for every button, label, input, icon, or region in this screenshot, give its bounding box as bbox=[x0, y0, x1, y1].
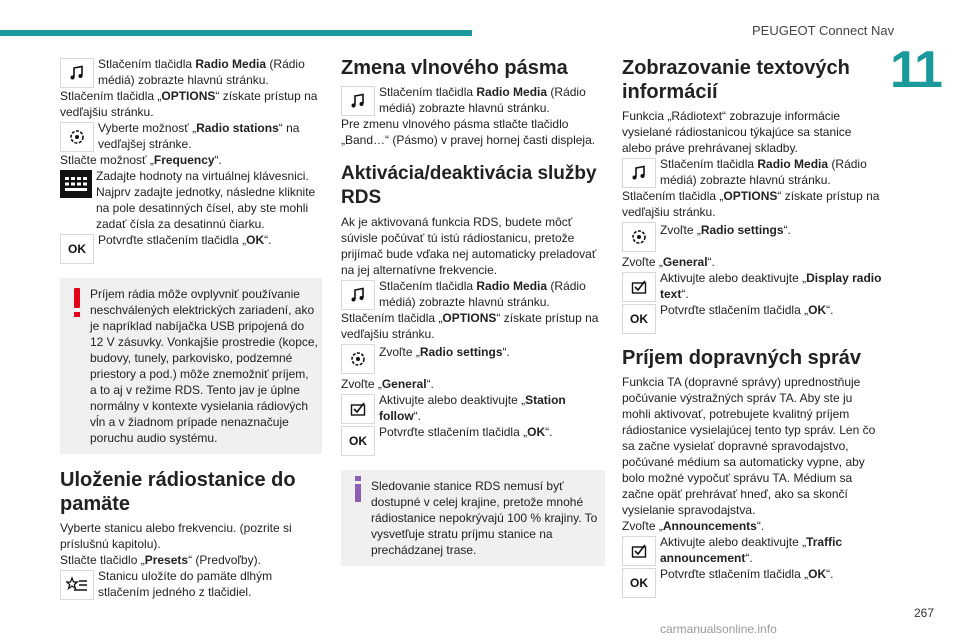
text: “. bbox=[681, 287, 689, 301]
text: Zvoľte „ bbox=[341, 377, 382, 391]
radio-settings-icon bbox=[622, 222, 656, 252]
text: “. bbox=[826, 303, 834, 317]
text: Potvrďte stlačením tlačidla „ bbox=[98, 233, 247, 247]
text-bold: Frequency bbox=[153, 153, 215, 167]
text-bold: Radio Media bbox=[195, 57, 267, 71]
info-note bbox=[341, 470, 605, 566]
text: Zvoľte „ bbox=[660, 223, 701, 237]
step bbox=[622, 156, 884, 188]
paragraph bbox=[60, 152, 322, 168]
text: Zvoľte „ bbox=[622, 519, 663, 533]
text: “. bbox=[707, 255, 715, 269]
text: (Rádio médiá) zobrazte hlavnú stránku. bbox=[379, 279, 586, 309]
text-bold: Radio Media bbox=[476, 279, 548, 293]
step bbox=[622, 270, 884, 302]
music-note-icon bbox=[341, 280, 375, 310]
music-note-icon bbox=[622, 158, 656, 188]
step bbox=[60, 168, 322, 232]
paragraph bbox=[622, 518, 884, 534]
paragraph bbox=[622, 188, 884, 220]
step bbox=[60, 568, 322, 600]
text: Stlačením tlačidla „ bbox=[60, 89, 162, 103]
text-bold: OPTIONS bbox=[723, 189, 778, 203]
text: Zvoľte „ bbox=[379, 345, 420, 359]
step bbox=[622, 220, 884, 252]
step bbox=[60, 120, 322, 152]
text: “ na vedľajšej stránke. bbox=[98, 121, 300, 151]
info-icon bbox=[355, 484, 361, 502]
text: Potvrďte stlačením tlačidla „ bbox=[379, 425, 528, 439]
paragraph: Funkcia TA (dopravné správy) uprednostňuje počúvanie výstražných správ TA. Aby ste ju mohli aktivovať, potrebujete kvalitný príjem rádiostanice vysielajúcej tento typ správ. Len čo sa začne vysielať dopravné spravodajstvo, počúvané médium sa automaticky vypne, aby bolo možné vypočuť správu TA. Médium sa začne opäť prehrávať hneď, ako sa skončí vysielanie spravodajstva. bbox=[622, 375, 876, 517]
section-heading: Zmena vlnového pásma bbox=[341, 57, 568, 79]
text-bold: Radio stations bbox=[196, 121, 279, 135]
text: Stlačte možnosť „ bbox=[60, 153, 154, 167]
text: “. bbox=[756, 519, 765, 533]
text-bold: Radio Media bbox=[476, 85, 548, 99]
text-bold: Announcements bbox=[662, 519, 757, 533]
step bbox=[60, 56, 322, 88]
text-bold: OK bbox=[808, 303, 827, 317]
header-title: PEUGEOT Connect Nav bbox=[752, 23, 895, 38]
text: Stlačením tlačidla „ bbox=[341, 311, 443, 325]
paragraph bbox=[622, 254, 884, 270]
section-heading: Uloženie rádiostanice do pamäte bbox=[60, 469, 296, 515]
text: Zadajte hodnoty na virtuálnej klávesnici. Najprv zadajte jednotky, následne kliknite na pole desatinných čísel, aby ste mohli zadať čísla za desatinnú čiarku. bbox=[96, 169, 316, 231]
column-3 bbox=[622, 56, 884, 598]
text: “ získate prístup na vedľajšiu stránku. bbox=[60, 89, 318, 119]
text: “. bbox=[545, 425, 553, 439]
step bbox=[341, 392, 605, 424]
text: Vyberte možnosť „ bbox=[98, 121, 197, 135]
text-bold: Display radio text bbox=[660, 271, 882, 301]
column-2 bbox=[341, 56, 605, 566]
text: “. bbox=[826, 567, 834, 581]
step bbox=[341, 278, 605, 310]
text-bold: Radio settings bbox=[419, 345, 503, 359]
text: “ získate prístup na vedľajšiu stránku. bbox=[341, 311, 599, 341]
text-bold: Station follow bbox=[379, 393, 566, 423]
text-bold: OPTIONS bbox=[161, 89, 216, 103]
paragraph bbox=[60, 552, 322, 568]
text: Stlačením tlačidla bbox=[660, 157, 758, 171]
checkbox-icon bbox=[622, 272, 656, 302]
section-heading: Zobrazovanie textových informácií bbox=[622, 57, 850, 103]
text: (Rádio médiá) zobrazte hlavnú stránku. bbox=[379, 85, 586, 115]
text: Stlačením tlačidla bbox=[379, 85, 477, 99]
checkbox-icon bbox=[622, 536, 656, 566]
text: “. bbox=[783, 223, 791, 237]
text-bold: General bbox=[662, 255, 708, 269]
music-note-icon bbox=[60, 58, 94, 88]
text-bold: OK bbox=[246, 233, 265, 247]
text: “. bbox=[745, 551, 753, 565]
text-bold: Presets bbox=[144, 553, 189, 567]
paragraph bbox=[341, 376, 605, 392]
step bbox=[622, 302, 884, 334]
warning-text: Príjem rádia môže ovplyvniť používanie neschválených elektrických zariadení, ako je napríklad nabíjačka USB pripojená do 12 V zásuvky. Vonkajšie prostredie (kopce, budovy, tunely, parkovisko, podzemné priestory a pod.) môže znemožniť príjem, a to aj v režime RDS. Tento jav je úplne normálny v kontexte vysielania rádiových vĺn a v žiadnom prípade nenaznačuje poruchu audio systému. bbox=[90, 287, 318, 445]
page-number: 267 bbox=[914, 606, 935, 620]
text-bold: Radio Media bbox=[757, 157, 829, 171]
step bbox=[60, 232, 322, 264]
music-note-icon bbox=[341, 86, 375, 116]
step bbox=[341, 424, 605, 456]
text: Stlačením tlačidla bbox=[379, 279, 477, 293]
text: “ získate prístup na vedľajšiu stránku. bbox=[622, 189, 880, 219]
info-text: Sledovanie stanice RDS nemusí byť dostupné v celej krajine, pretože mnohé rádiostanice nepokrývajú 100 % krajiny. To vysvetľuje stratu príjmu stanice na prechádzanej trase. bbox=[371, 479, 598, 557]
ok-button-icon: OK bbox=[60, 234, 94, 264]
paragraph: Funkcia „Rádiotext“ zobrazuje informácie vysielané rádiostanicou týkajúce sa stanice alebo práve prehrávanej skladby. bbox=[622, 109, 852, 155]
text: Potvrďte stlačením tlačidla „ bbox=[660, 303, 809, 317]
keyboard-icon bbox=[60, 170, 92, 198]
text: “. bbox=[502, 345, 510, 359]
step bbox=[341, 84, 605, 116]
paragraph: Vyberte stanicu alebo frekvenciu. (pozrite si príslušnú kapitolu). bbox=[60, 521, 292, 551]
text-bold: OK bbox=[808, 567, 827, 581]
text: “. bbox=[264, 233, 272, 247]
text-bold: OPTIONS bbox=[442, 311, 497, 325]
ok-button-icon: OK bbox=[622, 568, 656, 598]
text: Stanicu uložíte do pamäte dlhým stlačením jedného z tlačidiel. bbox=[98, 569, 273, 599]
text-bold: Traffic announcement bbox=[660, 535, 843, 565]
text: Stlačením tlačidla bbox=[98, 57, 196, 71]
text-bold: Radio settings bbox=[700, 223, 784, 237]
step bbox=[341, 342, 605, 374]
header-accent-bar bbox=[0, 30, 472, 36]
star-list-icon bbox=[60, 570, 94, 600]
warning-note bbox=[60, 278, 322, 454]
paragraph bbox=[341, 310, 605, 342]
chapter-number: 11 bbox=[890, 41, 941, 99]
section-heading: Aktivácia/deaktivácia služby RDS bbox=[341, 163, 597, 208]
text: “. bbox=[413, 409, 422, 423]
text: (Rádio médiá) zobrazte hlavnú stránku. bbox=[98, 57, 305, 87]
radio-settings-icon bbox=[341, 344, 375, 374]
text: Potvrďte stlačením tlačidla „ bbox=[660, 567, 809, 581]
text: Aktivujte alebo deaktivujte „ bbox=[660, 271, 807, 285]
radio-settings-icon bbox=[60, 122, 94, 152]
checkbox-icon bbox=[341, 394, 375, 424]
text: “. bbox=[426, 377, 434, 391]
ok-button-icon: OK bbox=[622, 304, 656, 334]
section-heading: Príjem dopravných správ bbox=[622, 347, 861, 369]
text: “ (Predvoľby). bbox=[188, 553, 261, 567]
text: (Rádio médiá) zobrazte hlavnú stránku. bbox=[660, 157, 867, 187]
text-bold: OK bbox=[527, 425, 546, 439]
text: Stlačením tlačidla „ bbox=[622, 189, 724, 203]
warning-icon bbox=[74, 288, 80, 308]
ok-button-icon: OK bbox=[341, 426, 375, 456]
text: Zvoľte „ bbox=[622, 255, 663, 269]
paragraph: Pre zmenu vlnového pásma stlačte tlačidlo „Band…“ (Pásmo) v pravej hornej časti displeja. bbox=[341, 117, 596, 147]
text-bold: General bbox=[381, 377, 427, 391]
text: Stlačte tlačidlo „ bbox=[60, 553, 145, 567]
text: Aktivujte alebo deaktivujte „ bbox=[379, 393, 526, 407]
column-1 bbox=[60, 56, 322, 600]
text: “. bbox=[214, 153, 222, 167]
watermark: carmanualsonline.info bbox=[660, 622, 777, 636]
step bbox=[622, 566, 884, 598]
text: Aktivujte alebo deaktivujte „ bbox=[660, 535, 807, 549]
step bbox=[622, 534, 884, 566]
paragraph bbox=[60, 88, 322, 120]
paragraph: Ak je aktivovaná funkcia RDS, budete môcť súvisle počúvať tú istú rádiostanicu, pretože prijímač bude vďaka nej automaticky preladovať na jej alternatívne frekvencie. bbox=[341, 215, 597, 277]
